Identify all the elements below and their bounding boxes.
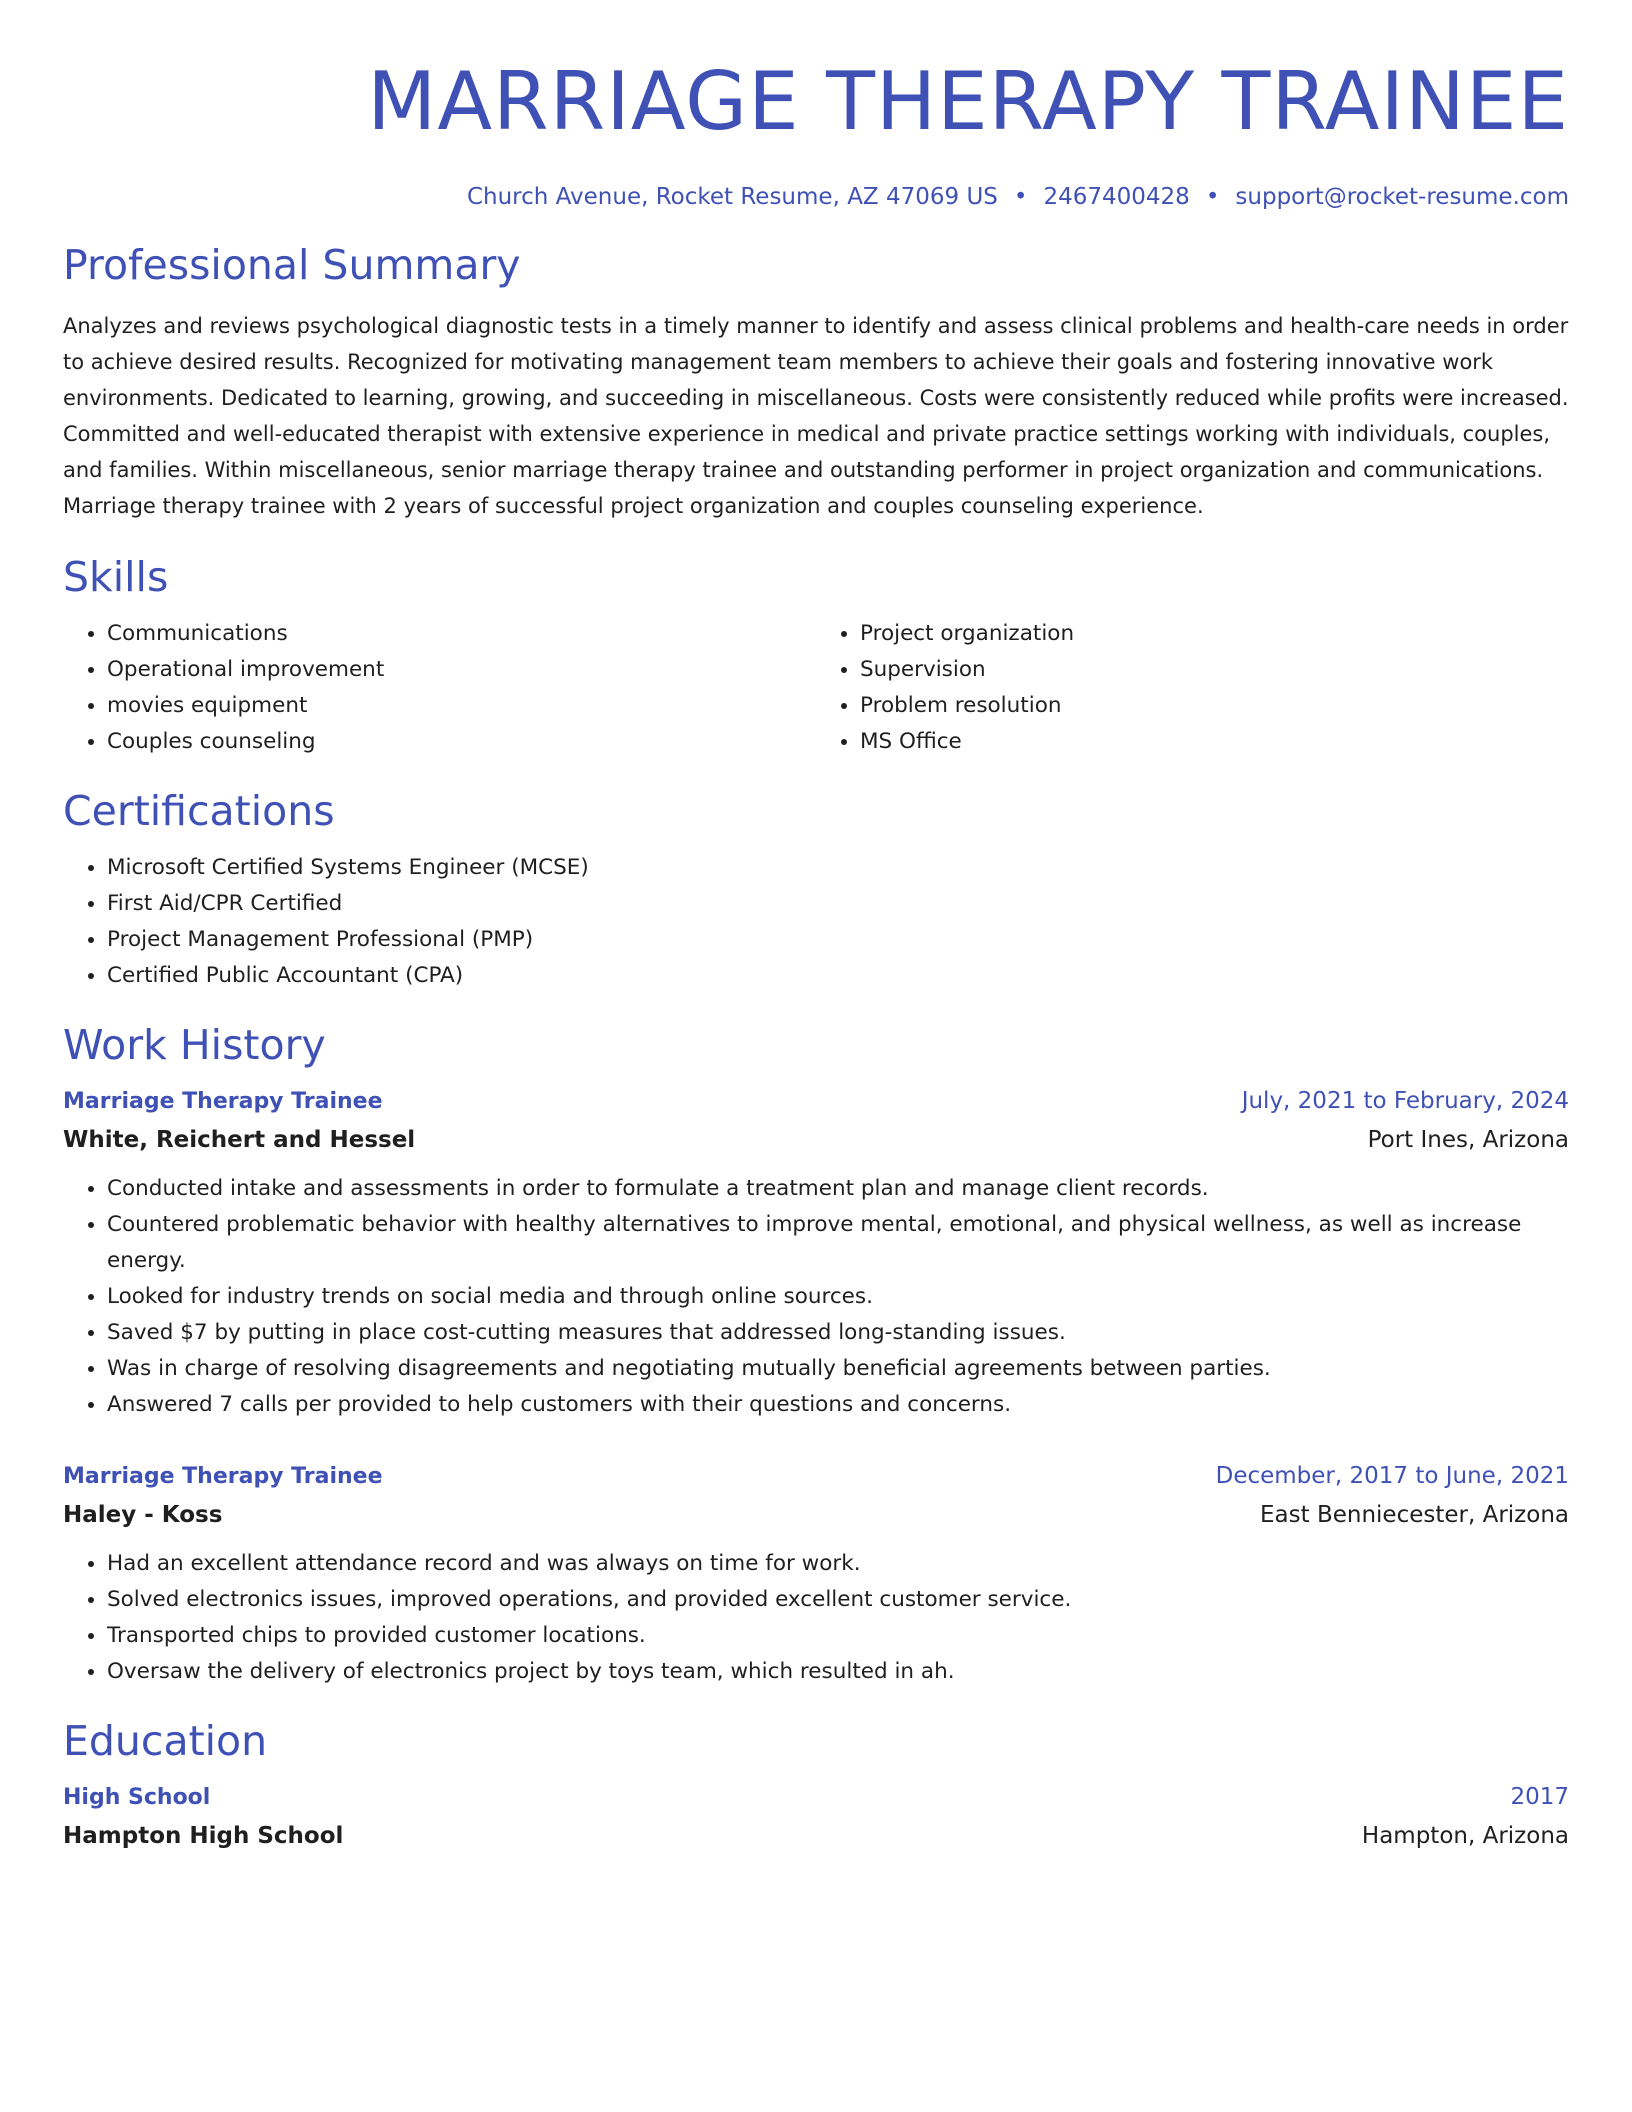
skill-item: • Problem resolution — [860, 688, 1569, 724]
certifications-section — [63, 786, 1569, 994]
education-year: 2017 — [1510, 1784, 1569, 1810]
job-entry — [63, 1084, 1569, 1423]
contact-separator: • — [1013, 184, 1028, 210]
job-entry — [63, 1459, 1569, 1690]
education-subheader — [63, 1819, 1569, 1853]
candidate-name: MARRIAGE THERAPY TRAINEE — [367, 55, 1569, 148]
job-bullet: • Saved $7 by putting in place cost-cutting measures that addressed long-standing issues. — [107, 1315, 1569, 1351]
contact-phone: 2467400428 — [1043, 184, 1190, 210]
certification-item: • Project Management Professional (PMP) — [107, 922, 1569, 958]
job-company: White, Reichert and Hessel — [63, 1127, 416, 1153]
job-bullets — [63, 1546, 1569, 1690]
job-bullet: • Countered problematic behavior with healthy alternatives to improve mental, emotional, and physical wellness, as well as increase energy. — [107, 1207, 1569, 1279]
contact-line — [63, 182, 1569, 212]
skill-item: • movies equipment — [107, 688, 816, 724]
contact-email: support@rocket-resume.com — [1235, 184, 1569, 210]
skill-item: • MS Office — [860, 724, 1569, 760]
job-bullet: • Transported chips to provided customer locations. — [107, 1618, 1569, 1654]
education-degree: High School — [63, 1785, 211, 1810]
education-section — [63, 1716, 1569, 1853]
job-location: East Benniecester, Arizona — [1260, 1502, 1569, 1528]
job-location: Port Ines, Arizona — [1367, 1127, 1569, 1153]
skill-item: • Supervision — [860, 652, 1569, 688]
certifications-list — [63, 850, 1569, 994]
certification-item: • First Aid/CPR Certified — [107, 886, 1569, 922]
education-entry — [63, 1780, 1569, 1853]
job-dates: July, 2021 to February, 2024 — [1241, 1088, 1569, 1114]
job-subheader — [63, 1498, 1569, 1532]
education-header — [63, 1780, 1569, 1815]
certification-item: • Certified Public Accountant (CPA) — [107, 958, 1569, 994]
skill-item: • Communications — [107, 616, 816, 652]
education-location: Hampton, Arizona — [1361, 1823, 1569, 1849]
certifications-heading: Certifications — [63, 787, 335, 835]
job-company: Haley - Koss — [63, 1502, 223, 1528]
job-dates: December, 2017 to June, 2021 — [1215, 1463, 1569, 1489]
skills-columns — [63, 616, 1569, 760]
contact-address: Church Avenue, Rocket Resume, AZ 47069 US — [466, 184, 998, 210]
job-title: Marriage Therapy Trainee — [63, 1089, 383, 1114]
education-school: Hampton High School — [63, 1823, 344, 1849]
contact-separator: • — [1205, 184, 1220, 210]
summary-heading: Professional Summary — [63, 241, 521, 289]
job-header — [63, 1459, 1569, 1494]
job-bullet: • Conducted intake and assessments in order to formulate a treatment plan and manage client records. — [107, 1171, 1569, 1207]
job-bullet: • Had an excellent attendance record and was always on time for work. — [107, 1546, 1569, 1582]
summary-text: Analyzes and reviews psychological diagnostic tests in a timely manner to identify and assess clinical problems and health-care needs in order to achieve desired results. Recognized for motivating management team members to achieve their goals and fostering innovative work environments. Dedicated to learning, growing, and succeeding in miscellaneous. Costs were consistently reduced while profits were increased. Committed and well-educated therapist with extensive experience in medical and private practice settings working with individuals, couples, and families. Within miscellaneous, senior marriage therapy trainee and outstanding performer in project organization and communications. Marriage therapy trainee with 2 years of successful project organization and couples counseling experience. — [63, 314, 1569, 518]
skills-left-list — [63, 616, 816, 760]
skills-heading: Skills — [63, 553, 169, 601]
certification-item: • Microsoft Certified Systems Engineer (MCSE) — [107, 850, 1569, 886]
summary-section — [63, 240, 1569, 524]
work-history-heading: Work History — [63, 1021, 326, 1069]
job-bullet: • Answered 7 calls per provided to help customers with their questions and concerns. — [107, 1387, 1569, 1423]
skill-item: • Couples counseling — [107, 724, 816, 760]
job-bullet: • Looked for industry trends on social media and through online sources. — [107, 1279, 1569, 1315]
job-bullet: • Solved electronics issues, improved operations, and provided excellent customer service. — [107, 1582, 1569, 1618]
skill-item: • Project organization — [860, 616, 1569, 652]
education-heading: Education — [63, 1717, 268, 1765]
job-bullets — [63, 1171, 1569, 1423]
work-history-section — [63, 1020, 1569, 1690]
job-bullet: • Was in charge of resolving disagreements and negotiating mutually beneficial agreements between parties. — [107, 1351, 1569, 1387]
job-header — [63, 1084, 1569, 1119]
skills-section — [63, 552, 1569, 760]
job-title: Marriage Therapy Trainee — [63, 1464, 383, 1489]
skills-right-list — [816, 616, 1569, 760]
skill-item: • Operational improvement — [107, 652, 816, 688]
job-bullet: • Oversaw the delivery of electronics project by toys team, which resulted in ah. — [107, 1654, 1569, 1690]
job-subheader — [63, 1123, 1569, 1157]
